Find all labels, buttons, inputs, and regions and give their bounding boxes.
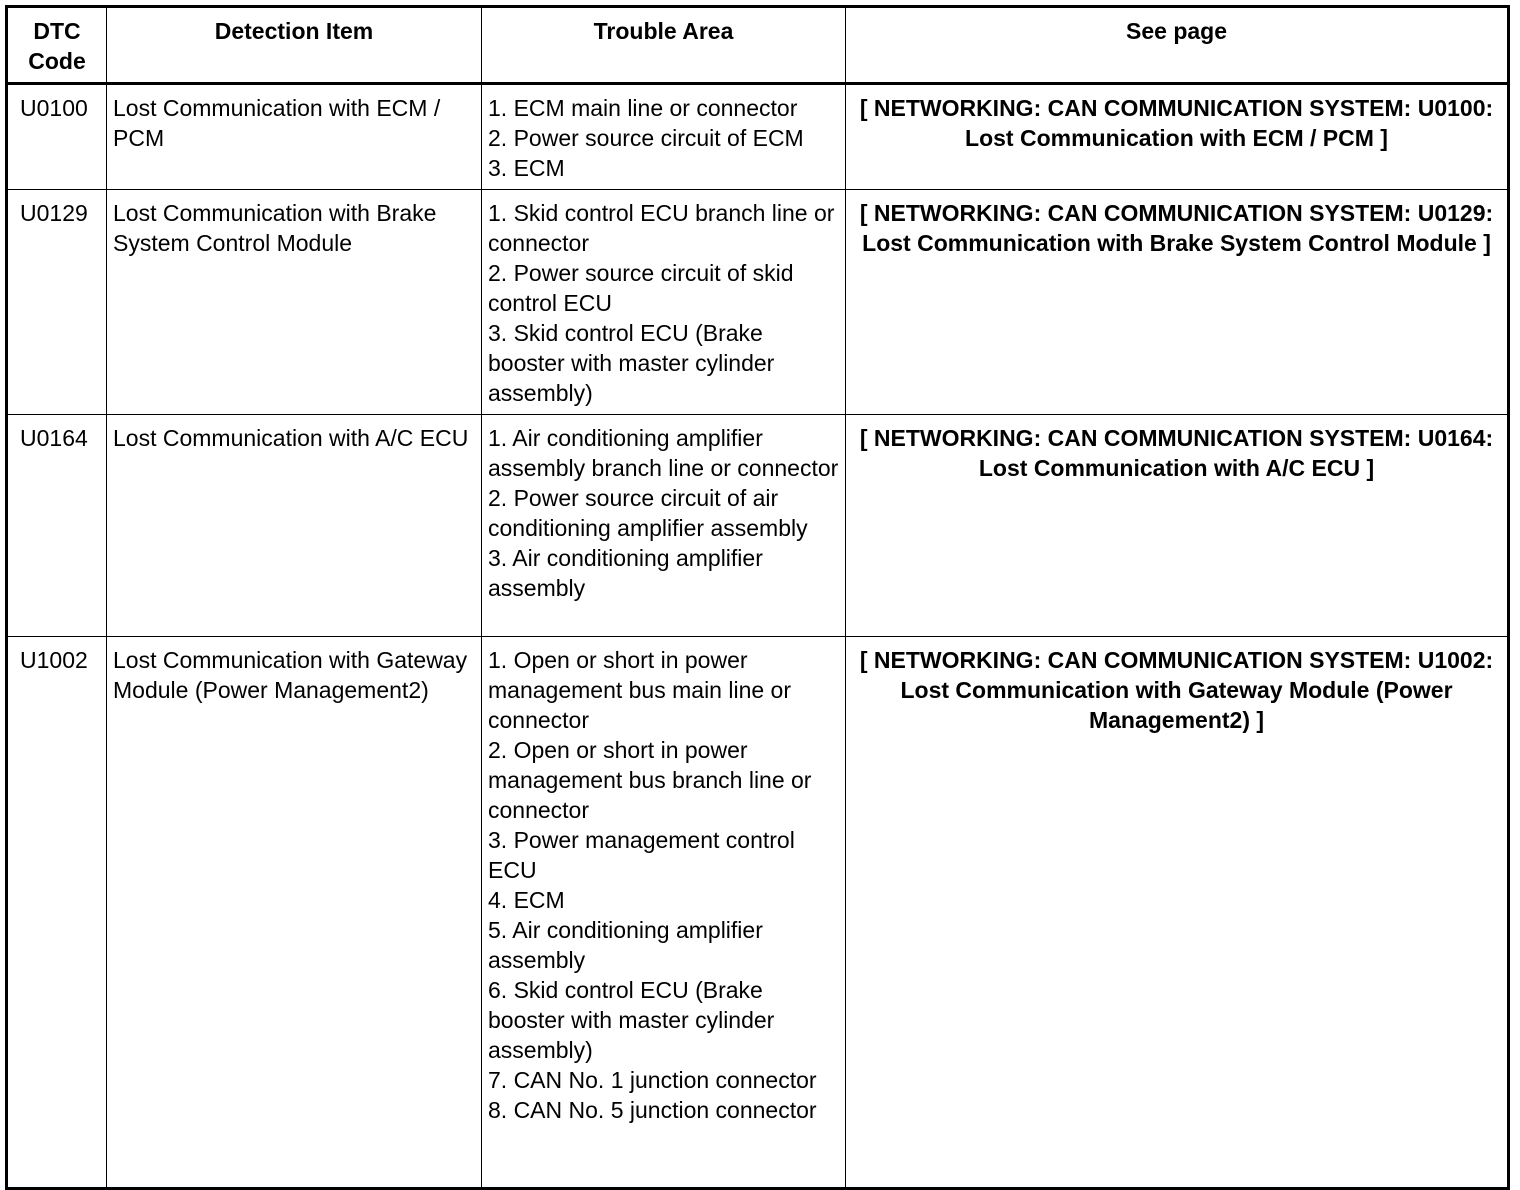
trouble-area-item: 3. ECM (488, 155, 565, 181)
trouble-area-item: 5. Air conditioning amplifier assembly (488, 917, 763, 973)
trouble-area-item: 1. Skid control ECU branch line or connector (488, 200, 835, 256)
trouble-area-item: 7. CAN No. 1 junction connector (488, 1067, 817, 1093)
trouble-area-item: 1. ECM main line or connector (488, 95, 798, 121)
trouble-area-item: 2. Open or short in power management bus branch line or connector (488, 737, 812, 823)
see-page-link[interactable]: [ NETWORKING: CAN COMMUNICATION SYSTEM: U0129: Lost Communication with Brake System Control Module ] (846, 190, 1509, 415)
header-see-page: See page (846, 7, 1509, 84)
detection-item-cell: Lost Communication with A/C ECU (107, 415, 482, 637)
dtc-code-cell: U0129 (7, 190, 107, 415)
trouble-area-cell (482, 190, 846, 415)
dtc-table (5, 5, 1510, 1190)
trouble-area-item: 1. Air conditioning amplifier assembly branch line or connector (488, 425, 839, 481)
detection-item-cell: Lost Communication with Brake System Control Module (107, 190, 482, 415)
trouble-area-item: 2. Power source circuit of skid control ECU (488, 260, 794, 316)
table-row (7, 637, 1509, 1189)
table-row (7, 84, 1509, 190)
trouble-area-item: 8. CAN No. 5 junction connector (488, 1097, 817, 1123)
trouble-area-cell (482, 637, 846, 1189)
detection-item-cell: Lost Communication with ECM / PCM (107, 84, 482, 190)
trouble-area-item: 3. Power management control ECU (488, 827, 795, 883)
header-detection-item: Detection Item (107, 7, 482, 84)
detection-item-cell: Lost Communication with Gateway Module (Power Management2) (107, 637, 482, 1189)
header-row (7, 7, 1509, 84)
trouble-area-item: 3. Skid control ECU (Brake booster with master cylinder assembly) (488, 320, 775, 406)
table-row (7, 415, 1509, 637)
trouble-area-cell (482, 84, 846, 190)
dtc-code-cell: U0100 (7, 84, 107, 190)
trouble-area-item: 1. Open or short in power management bus main line or connector (488, 647, 791, 733)
trouble-area-item: 6. Skid control ECU (Brake booster with master cylinder assembly) (488, 977, 775, 1063)
table-row (7, 190, 1509, 415)
header-dtc-code: DTC Code (7, 7, 107, 84)
dtc-code-cell: U1002 (7, 637, 107, 1189)
header-trouble-area: Trouble Area (482, 7, 846, 84)
dtc-code-cell: U0164 (7, 415, 107, 637)
see-page-link[interactable]: [ NETWORKING: CAN COMMUNICATION SYSTEM: U0100: Lost Communication with ECM / PCM ] (846, 84, 1509, 190)
trouble-area-item: 2. Power source circuit of air conditioning amplifier assembly (488, 485, 808, 541)
trouble-area-item: 2. Power source circuit of ECM (488, 125, 804, 151)
trouble-area-item: 4. ECM (488, 887, 565, 913)
trouble-area-cell (482, 415, 846, 637)
see-page-link[interactable]: [ NETWORKING: CAN COMMUNICATION SYSTEM: U1002: Lost Communication with Gateway Module (Power Management2) ] (846, 637, 1509, 1189)
trouble-area-item: 3. Air conditioning amplifier assembly (488, 545, 763, 601)
see-page-link[interactable]: [ NETWORKING: CAN COMMUNICATION SYSTEM: U0164: Lost Communication with A/C ECU ] (846, 415, 1509, 637)
